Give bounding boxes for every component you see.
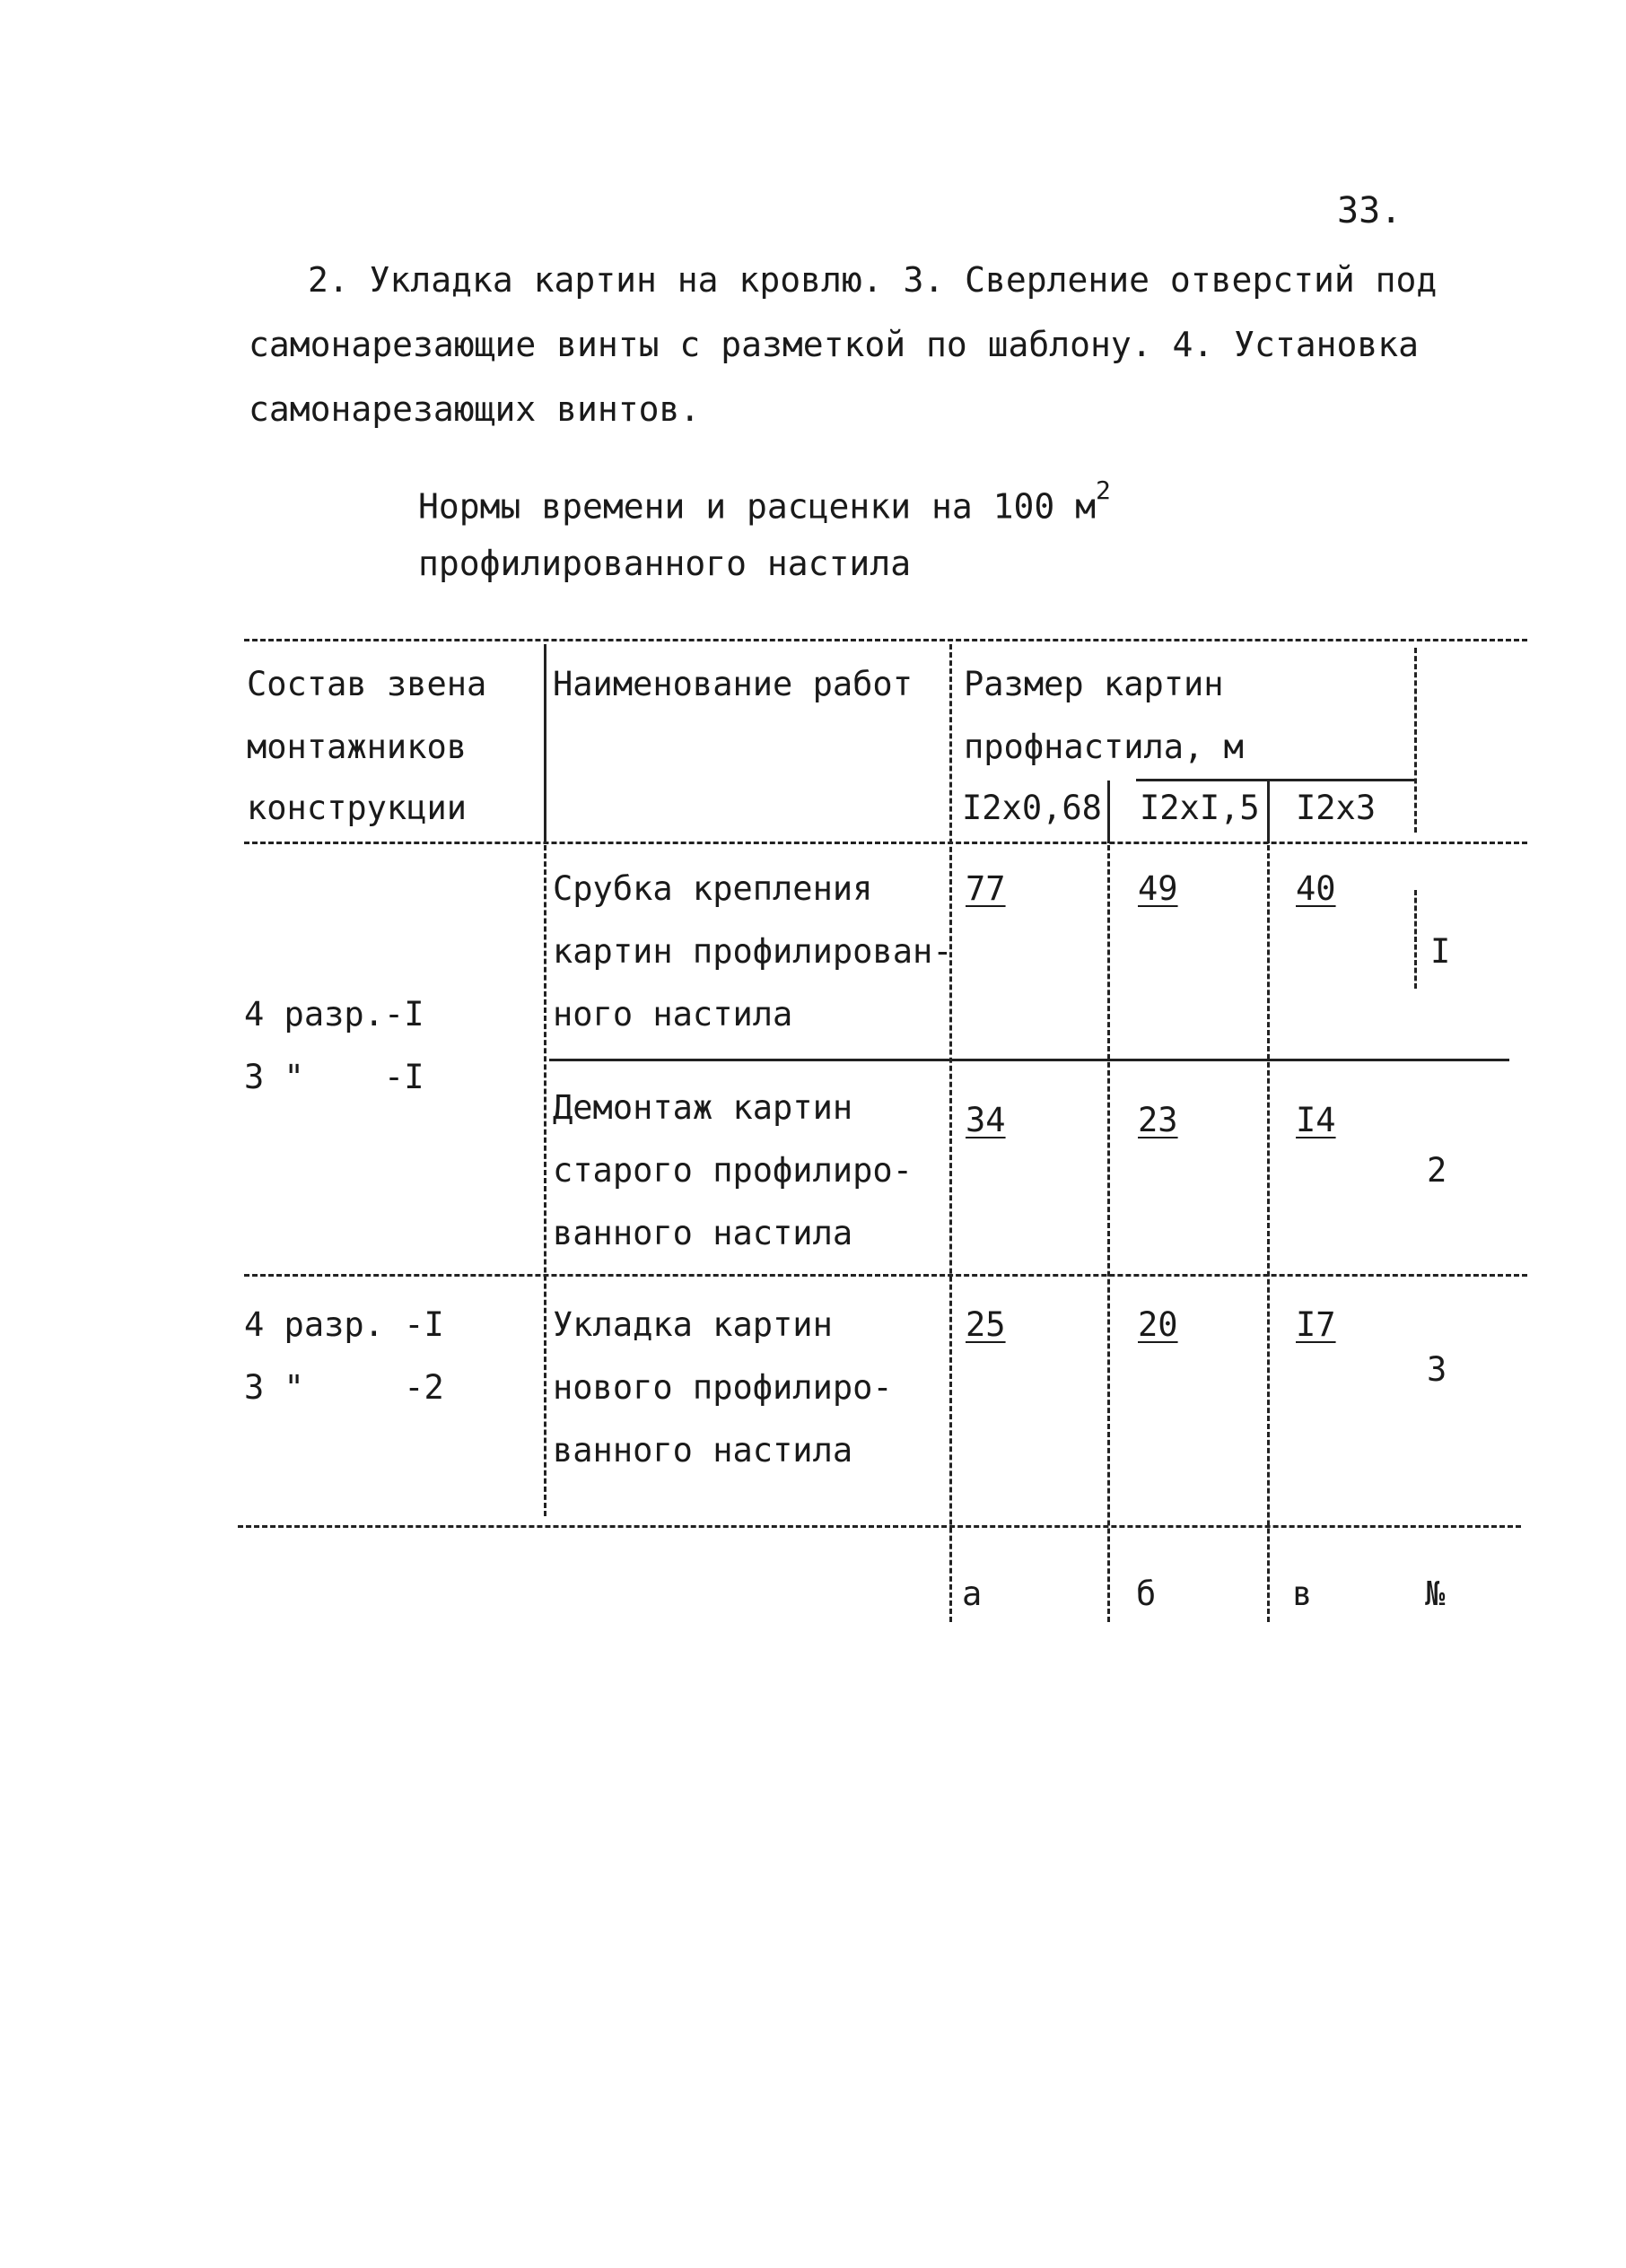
group-separator bbox=[244, 1274, 1527, 1277]
col-divider-size-3-header bbox=[1267, 781, 1270, 843]
table-bottom-rule bbox=[238, 1525, 1521, 1528]
footer-col-v: в bbox=[1292, 1575, 1313, 1613]
header-size-line-2: профнастила, м bbox=[964, 728, 1244, 766]
footer-col-b: б bbox=[1136, 1575, 1157, 1613]
row-1-separator bbox=[549, 1059, 1509, 1061]
row-3-value-v: I7 bbox=[1296, 1305, 1336, 1344]
header-size-col-3: I2x3 bbox=[1296, 789, 1377, 827]
crew-group-1-line-2: 3 " -I bbox=[244, 1058, 424, 1096]
header-size-line-1: Размер картин bbox=[964, 665, 1224, 703]
intro-line-3: самонарезающих винтов. bbox=[249, 389, 701, 429]
header-work: Наименование работ bbox=[553, 665, 913, 703]
row-3-work-line-2: нового профилиро- bbox=[553, 1368, 893, 1407]
table-caption-line-1 bbox=[418, 475, 1111, 527]
col-divider-size-1 bbox=[949, 644, 952, 1622]
row-3-work-line-3: ванного настила bbox=[553, 1431, 853, 1470]
row-1-number: I bbox=[1430, 932, 1451, 971]
row-1-value-a: 77 bbox=[966, 869, 1006, 908]
row-2-number: 2 bbox=[1427, 1151, 1447, 1190]
header-size-col-2: I2xI,5 bbox=[1140, 789, 1260, 827]
size-subheader-rule bbox=[1136, 779, 1416, 781]
row-2-value-v: I4 bbox=[1296, 1101, 1336, 1139]
table-caption-line-2: профилированного настила bbox=[418, 544, 912, 583]
row-2-work-line-2: старого профилиро- bbox=[553, 1151, 913, 1190]
row-1-value-b: 49 bbox=[1138, 869, 1178, 908]
col-divider-work bbox=[544, 845, 546, 1516]
crew-group-2-line-2: 3 " -2 bbox=[244, 1368, 444, 1407]
col-divider-work-header bbox=[544, 644, 546, 842]
row-1-work-line-2: картин профилирован- bbox=[553, 932, 953, 971]
row-3-work-line-1: Укладка картин bbox=[553, 1305, 833, 1344]
col-divider-size-3 bbox=[1267, 845, 1270, 1622]
col-divider-num-row1 bbox=[1414, 890, 1417, 989]
header-crew-line-2: монтажников bbox=[247, 728, 468, 766]
footer-col-a: а bbox=[962, 1575, 983, 1613]
table-top-rule bbox=[244, 639, 1527, 641]
row-1-value-v: 40 bbox=[1296, 869, 1336, 908]
page-number: 33. bbox=[1337, 190, 1403, 231]
intro-line-1: 2. Укладка картин на кровлю. 3. Сверление отверстий под bbox=[308, 260, 1438, 300]
row-2-value-a: 34 bbox=[966, 1101, 1006, 1139]
header-crew-line-1: Состав звена bbox=[247, 665, 487, 703]
row-1-work-line-1: Срубка крепления bbox=[553, 869, 873, 908]
header-size-col-1: I2x0,68 bbox=[962, 789, 1102, 827]
row-2-work-line-1: Демонтаж картин bbox=[553, 1088, 853, 1127]
col-divider-num-header bbox=[1414, 648, 1417, 833]
col-divider-size-2-header bbox=[1107, 781, 1110, 843]
footer-col-num: № bbox=[1425, 1575, 1446, 1613]
header-bottom-rule bbox=[244, 842, 1527, 844]
col-divider-size-2 bbox=[1107, 845, 1110, 1622]
header-crew-line-3: конструкции bbox=[247, 789, 468, 827]
row-3-number: 3 bbox=[1427, 1350, 1447, 1389]
row-2-value-b: 23 bbox=[1138, 1101, 1178, 1139]
caption-text: Нормы времени и расценки на 100 м bbox=[418, 486, 1096, 527]
crew-group-1-line-1: 4 разр.-I bbox=[244, 995, 424, 1034]
row-3-value-b: 20 bbox=[1138, 1305, 1178, 1344]
intro-line-2: самонарезающие винты с разметкой по шаблону. 4. Установка bbox=[249, 325, 1420, 364]
row-2-work-line-3: ванного настила bbox=[553, 1214, 853, 1252]
crew-group-2-line-1: 4 разр. -I bbox=[244, 1305, 444, 1344]
row-3-value-a: 25 bbox=[966, 1305, 1006, 1344]
caption-superscript: 2 bbox=[1095, 475, 1111, 505]
row-1-work-line-3: ного настила bbox=[553, 995, 793, 1034]
